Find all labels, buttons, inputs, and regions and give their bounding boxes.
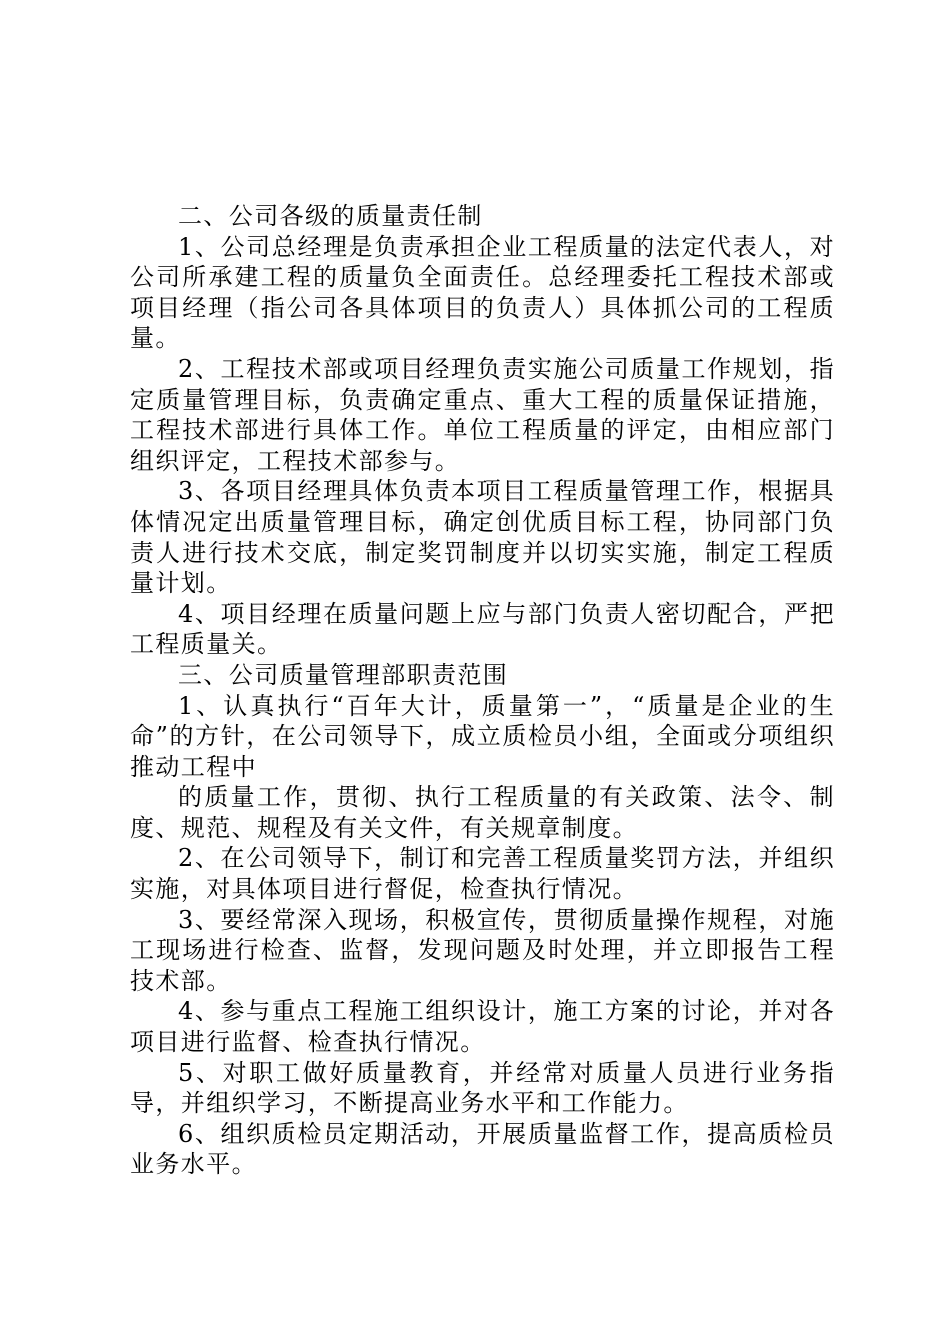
paragraph-2-3: 3、各项目经理具体负责本项目工程质量管理工作，根据具体情况定出质量管理目标，确定创优质目标工程，协同部门负责人进行技术交底，制定奖罚制度并以切实实施，制定工程质量计划。 bbox=[130, 477, 835, 598]
section-heading-2: 二、公司各级的质量责任制 bbox=[178, 202, 483, 230]
paragraph-2-1: 1、公司总经理是负责承担企业工程质量的法定代表人，对公司所承建工程的质量负全面责任。总经理委托工程技术部或项目经理（指公司各具体项目的负责人）具体抓公司的工程质量。 bbox=[130, 232, 835, 353]
section-heading-3: 三、公司质量管理部职责范围 bbox=[178, 660, 509, 689]
paragraph-3-4: 4、参与重点工程施工组织设计，施工方案的讨论，并对各项目进行监督、检查执行情况。 bbox=[130, 997, 835, 1057]
paragraph-3-1: 1、认真执行“百年大计，质量第一”，“质量是企业的生命”的方针，在公司领导下，成立质检员小组，全面或分项组织推动工程中 bbox=[130, 691, 835, 781]
paragraph-2-2: 2、工程技术部或项目经理负责实施公司质量工作规划，指定质量管理目标，负责确定重点、重大工程的质量保证措施，工程技术部进行具体工作。单位工程质量的评定，由相应部门组织评定，工程技术部参与。 bbox=[130, 354, 835, 475]
paragraph-3-1-continued: 的质量工作，贯彻、执行工程质量的有关政策、法令、制度、规范、规程及有关文件，有关规章制度。 bbox=[130, 783, 835, 842]
paragraph-3-2: 2、在公司领导下，制订和完善工程质量奖罚方法，并组织实施，对具体项目进行督促，检查执行情况。 bbox=[130, 844, 835, 904]
paragraph-2-4: 4、项目经理在质量问题上应与部门负责人密切配合，严把工程质量关。 bbox=[130, 599, 835, 659]
paragraph-3-3: 3、要经常深入现场，积极宣传，贯彻质量操作规程，对施工现场进行检查、监督，发现问题及时处理，并立即报告工程技术部。 bbox=[130, 905, 835, 995]
document-body bbox=[130, 201, 835, 1180]
paragraph-3-6: 6、组织质检员定期活动，开展质量监督工作，提高质检员业务水平。 bbox=[130, 1119, 835, 1179]
paragraph-3-5: 5、对职工做好质量教育，并经常对质量人员进行业务指导，并组织学习，不断提高业务水平和工作能力。 bbox=[130, 1058, 835, 1118]
